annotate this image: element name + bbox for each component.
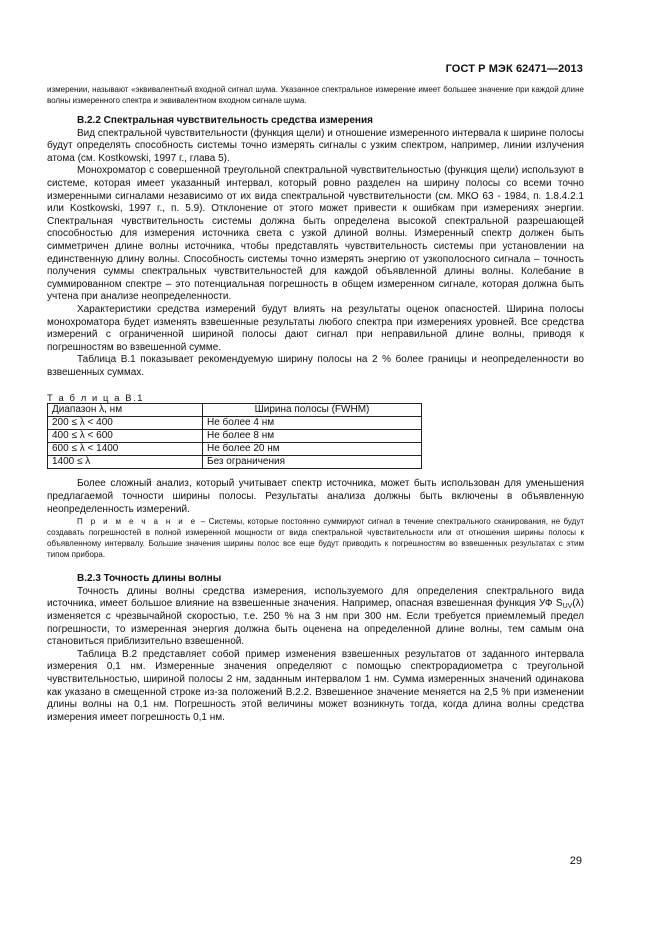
table-header-cell: Ширина полосы (FWHM) <box>203 404 422 417</box>
bandwidth-table <box>47 403 422 469</box>
page-header: ГОСТ Р МЭК 62471—2013 <box>445 63 583 75</box>
table-row <box>48 430 422 443</box>
table-header-row <box>48 404 422 417</box>
paragraph: Более сложный анализ, который учитывает спектр источника, может быть использован для уменьшения предлагаемой точности ширины полосы. Результаты анализа должны быть включены в объявленную неопределенность измерений. <box>47 478 584 515</box>
paragraph: Характеристики средства измерений будут влиять на результаты оценок опасностей. Ширина полосы монохроматора будет изменять взвешенные результаты любого спектра при измерениях уровней. Все средства измерений с ограниченной шириной полосы дают сигнал при неправильной длине волны, приводя к погрешностям во взвешенной сумме. <box>47 303 584 353</box>
table-cell: 1400 ≤ λ <box>48 456 203 469</box>
paragraph-text: Точность длины волны средства измерения, используемого для определения спектрального вида источника, имеет большое влияние на взвешенные значения. Например, опасная взвешенная функция УФ S <box>47 585 584 610</box>
table-row <box>48 456 422 469</box>
section-heading-b23: В.2.3 Точность длины волны <box>77 573 222 585</box>
intro-paragraph: измерении, называют «эквивалентный входной сигнал шума. Указанное спектральное измерение имеет большее значение при каждой длине волны измеренного спектра и эквивалентном входном сигнале шума. <box>47 85 584 105</box>
table-row <box>48 417 422 430</box>
table-cell: Без ограничения <box>203 456 422 469</box>
table-cell: 200 ≤ λ < 400 <box>48 417 203 430</box>
paragraph <box>47 586 584 649</box>
table-caption: Т а б л и ц а В.1 <box>47 392 145 404</box>
table-cell: Не более 8 нм <box>203 430 422 443</box>
page-number: 29 <box>569 855 582 867</box>
note-text: – Системы, которые постоянно суммируют сигнал в течение спектрального сканирования, не будут создавать погрешностей в полной измеренной мощности от вида спектральной чувствительности или от отношения ширины полосы к объявленному интервалу. Большие значения ширины полос все еще будут приводить к погрешностям во взвешенных результатах с этим типом прибора. <box>47 517 584 560</box>
paragraph-text: (λ) изменяется с чрезвычайной скоростью, т.е. 250 % на 3 нм при 300 нм. Если требуется приемлемый предел погрешности, то измеренная энергия должна быть оценена на определенной длине волны, тем самым она становиться приблизительно взвешенной. <box>47 598 584 648</box>
table-cell: Не более 4 нм <box>203 417 422 430</box>
table-cell: 400 ≤ λ < 600 <box>48 430 203 443</box>
paragraph: Таблица В.2 представляет собой пример изменения взвешенных результатов от заданного интервала измерения 0,1 нм. Измеренные значения определяют с помощью спектрорадиометра с треугольной чувствительностью, шириной полосы 2 нм, заданным интервалом 1 нм. Сумма измеренных значений одинакова как указано в смещенной строке из-за положений В.2.2. Взвешенное значение меняется на 2,5 % при изменении длины волны на 0,1 нм. Погрешность этой величины может возникнуть тогда, когда длина волны средства измерения имеет погрешность 0,1 нм. <box>47 648 584 723</box>
paragraph: Таблица В.1 показывает рекомендуемую ширину полосы на 2 % более границы и неопределенности во взвешенных суммах. <box>47 354 584 378</box>
page-content <box>47 84 584 724</box>
paragraph: Вид спектральной чувствительности (функция щели) и отношение измеренного интервала к ширине полосы будут определять способность системы точно измерять сигналы с узким спектром, например, линии излучения атома (см. Kostkowski, 1997 г., глава 5). <box>47 127 584 164</box>
note-label: П р и м е ч а н и е <box>77 517 198 527</box>
table-cell: 600 ≤ λ < 1400 <box>48 443 203 456</box>
table-row <box>48 443 422 456</box>
table-cell: Не более 20 нм <box>203 443 422 456</box>
table-header-cell: Диапазон λ, нм <box>48 404 203 417</box>
subscript: UV <box>562 603 573 611</box>
note <box>47 516 584 560</box>
paragraph: Монохроматор с совершенной треугольной спектральной чувствительностью (функция щели) используют в системе, которая имеет указанный интервал, который ровно разделен на ширину полосы со всеми точно измеренными сигналами независимо от их вида спектральной чувствительности (см. МКО 63 - 1984, п. 1.8.4.2.1 или Kostkowski, 1997 г., п. 5.9). Отклонение от этого может привести к ошибкам при измерениях энергии. Спектральная чувствительность системы должна быть определена высокой спектральной разрешающей способностью для измерения источника света с узкой длиной волны. Измеренный спектр должен быть симметричен длине волны источника, чтобы представлять чувствительность системы при установлении на единственную длину волны. Способность системы точно измерять энергию от узкополосного сигнала – точность получения суммы спектральных чувствительностей для каждой объявленной длины волны. Колебание в суммированном спектре – это потенциальная погрешность в общем измеренном сигнале, которая должна быть учтена при анализе неопределенности. <box>47 165 584 303</box>
section-heading-b22: В.2.2 Спектральная чувствительность средства измерения <box>77 115 373 126</box>
